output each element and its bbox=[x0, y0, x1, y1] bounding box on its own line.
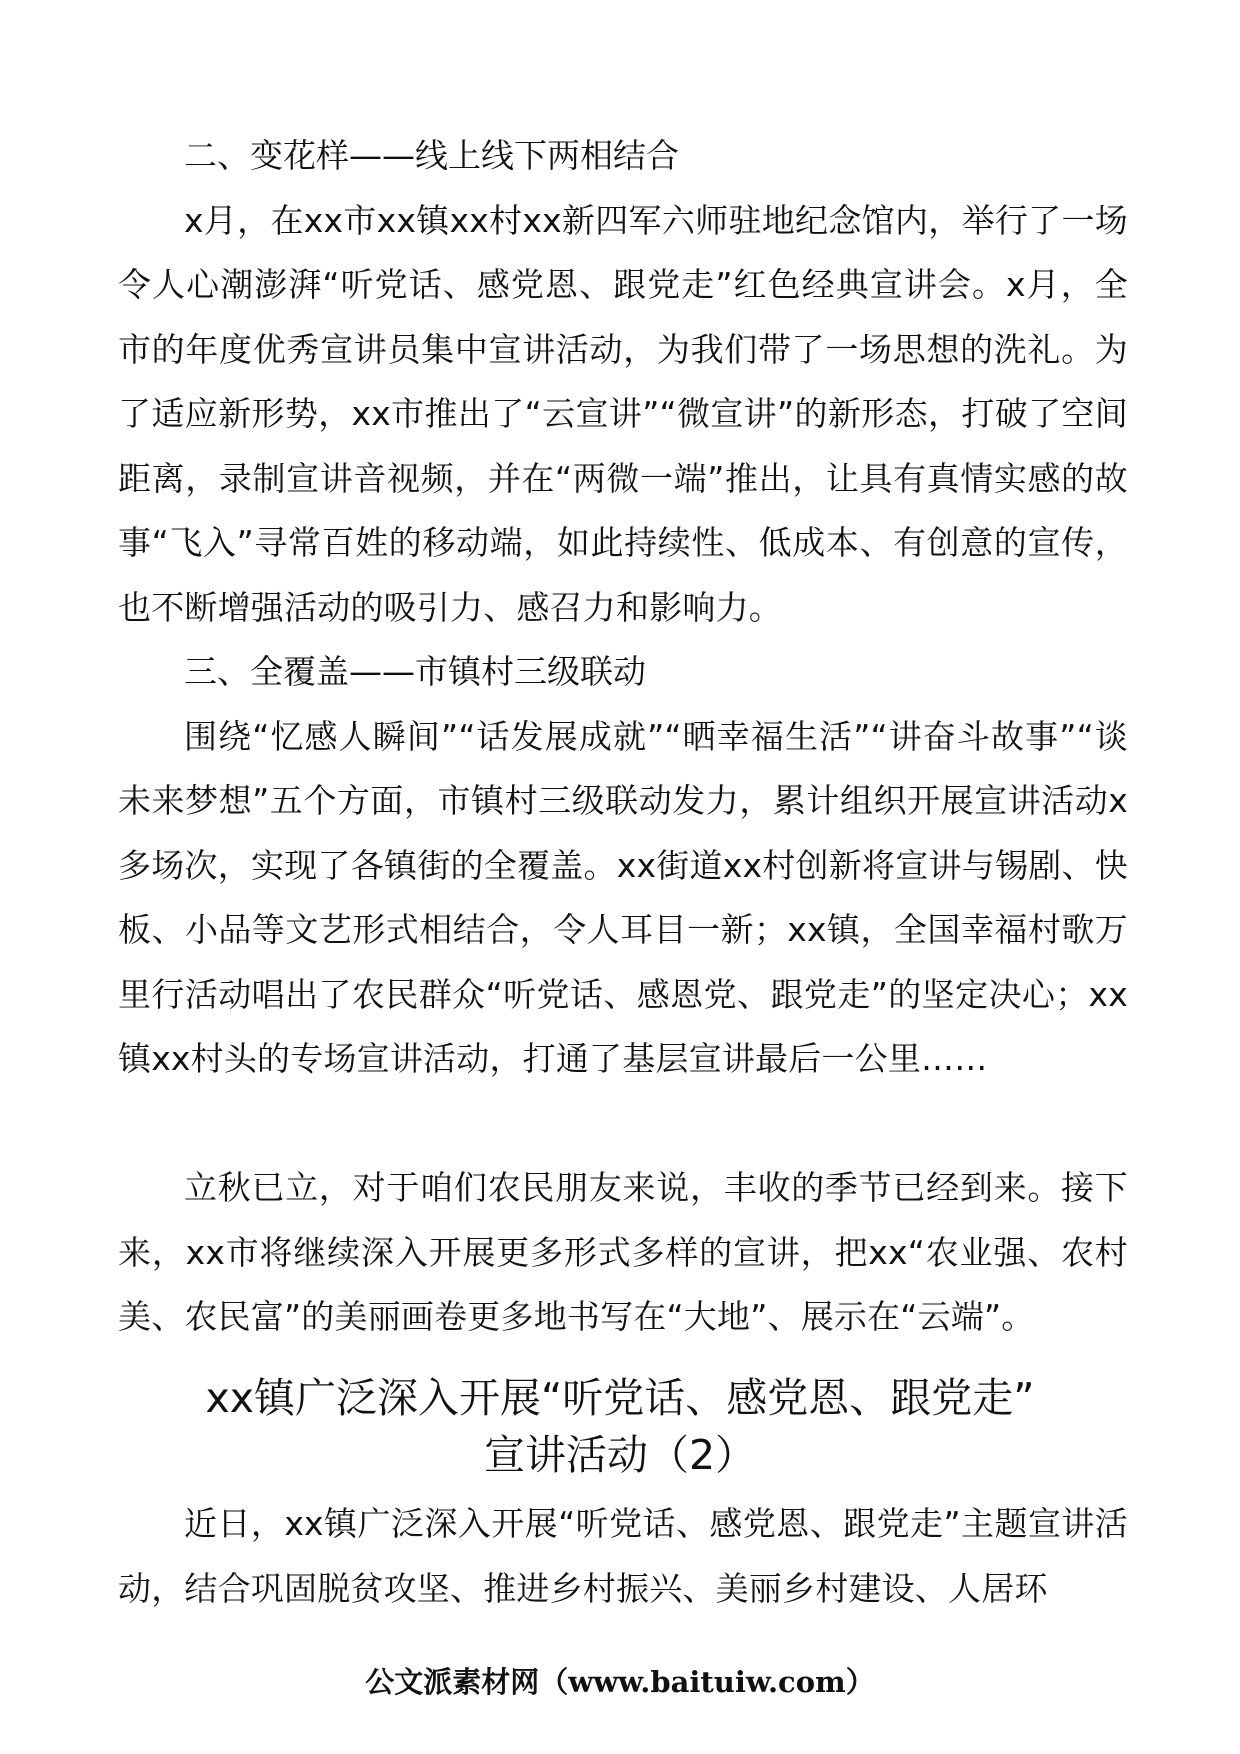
section-3 bbox=[118, 640, 1128, 1092]
article-2-title-line-2: 宣讲活动（2） bbox=[483, 1431, 757, 1479]
closing-paragraph: 立秋已立，对于咱们农民朋友来说，丰收的季节已经到来。接下来，xx市将继续深入开展更多形式多样的宣讲，把xx“农业强、农村美、农民富”的美丽画卷更多地书写在“大地”、展示在“云端”。 bbox=[118, 1168, 1128, 1336]
footer-source: 公文派素材网（www.baituiw.com） bbox=[365, 1665, 875, 1699]
closing-block bbox=[118, 1156, 1128, 1350]
article-2-paragraph: 近日，xx镇广泛深入开展“听党话、感党恩、跟党走”主题宣讲活动，结合巩固脱贫攻坚、推进乡村振兴、美丽乡村建设、人居环 bbox=[118, 1504, 1128, 1608]
section-3-paragraph: 围绕“忆感人瞬间”“话发展成就”“晒幸福生活”“讲奋斗故事”“谈未来梦想”五个方面，市镇村三级联动发力，累计组织开展宣讲活动x多场次，实现了各镇街的全覆盖。xx街道xx村创新将宣讲与锡剧、快板、小品等文艺形式相结合，令人耳目一新；xx镇，全国幸福村歌万里行活动唱出了农民群众“听党话、感恩党、跟党走”的坚定决心；xx镇xx村头的专场宣讲活动，打通了基层宣讲最后一公里…… bbox=[118, 716, 1128, 1078]
section-2-paragraph: x月，在xx市xx镇xx村xx新四军六师驻地纪念馆内，举行了一场令人心潮澎湃“听党话、感党恩、跟党走”红色经典宣讲会。x月，全市的年度优秀宣讲员集中宣讲活动，为我们带了一场思想的洗礼。为了适应新形势，xx市推出了“云宣讲”“微宣讲”的新形态，打破了空间距离，录制宣讲音视频，并在“两微一端”推出，让具有真情实感的故事“飞入”寻常百姓的移动端，如此持续性、低成本、有创意的宣传，也不断增强活动的吸引力、感召力和影响力。 bbox=[118, 200, 1128, 627]
section-2 bbox=[118, 124, 1128, 640]
article-2-body bbox=[118, 1492, 1128, 1621]
article-2-title-line-1: xx镇广泛深入开展“听党话、感党恩、跟党走” bbox=[205, 1374, 1035, 1422]
article-2-title bbox=[100, 1370, 1140, 1484]
section-2-heading: 二、变花样——线上线下两相结合 bbox=[184, 136, 679, 175]
section-3-heading: 三、全覆盖——市镇村三级联动 bbox=[184, 652, 646, 691]
